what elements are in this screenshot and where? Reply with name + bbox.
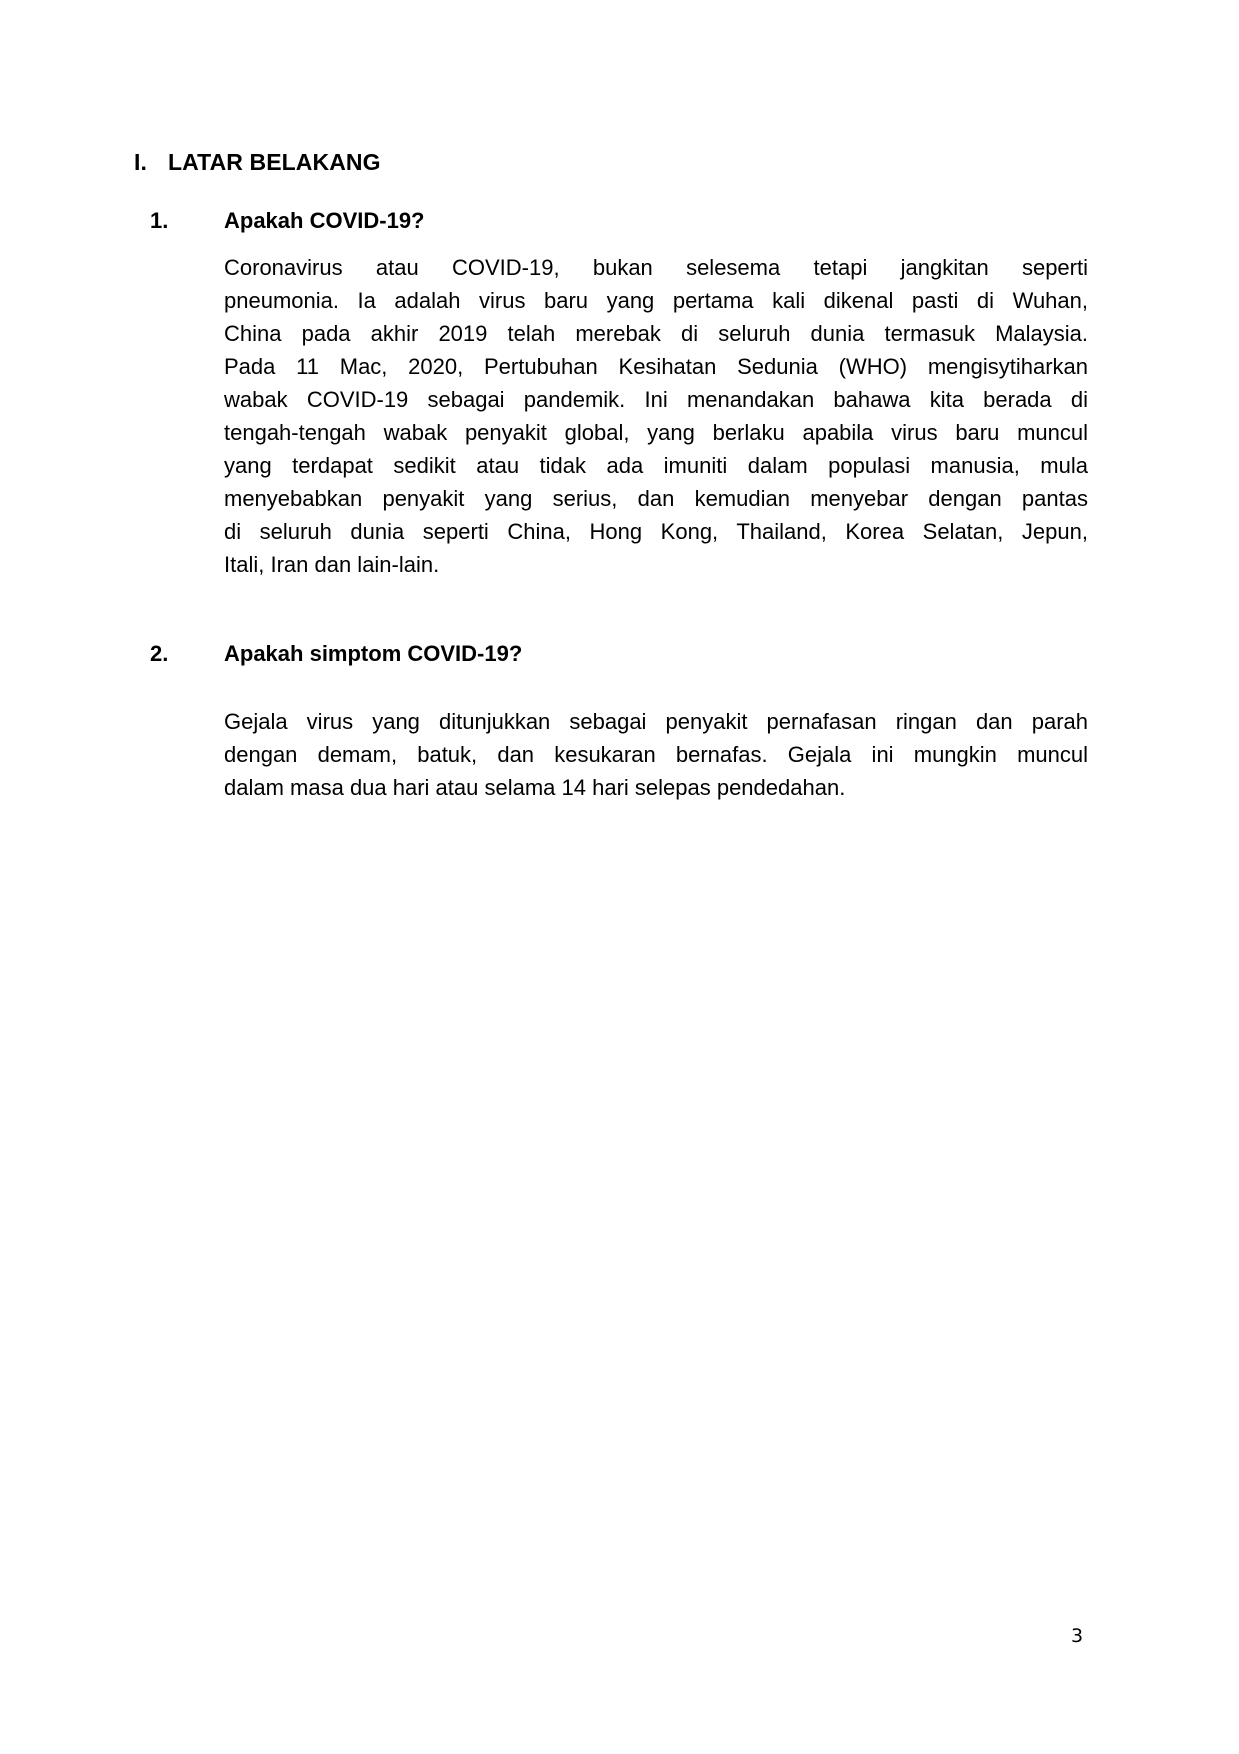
item-2-paragraph	[224, 705, 1088, 804]
item-1-heading: Apakah COVID-19?	[224, 208, 425, 233]
item-2-number: 2.	[150, 641, 169, 666]
paragraph-line: tengah-tengah wabak penyakit global, yang berlaku apabila virus baru muncul	[224, 420, 1088, 445]
paragraph-line: China pada akhir 2019 telah merebak di seluruh dunia termasuk Malaysia.	[224, 321, 1088, 346]
paragraph-line: di seluruh dunia seperti China, Hong Kong, Thailand, Korea Selatan, Jepun,	[224, 519, 1088, 544]
section-title: LATAR BELAKANG	[168, 149, 381, 175]
paragraph-line: yang terdapat sedikit atau tidak ada imuniti dalam populasi manusia, mula	[224, 453, 1088, 478]
page-number: 3	[1071, 1625, 1084, 1647]
paragraph-line: pneumonia. Ia adalah virus baru yang pertama kali dikenal pasti di Wuhan,	[224, 288, 1088, 313]
paragraph-line: Coronavirus atau COVID-19, bukan selesema tetapi jangkitan seperti	[224, 255, 1088, 280]
paragraph-line: dalam masa dua hari atau selama 14 hari selepas pendedahan.	[224, 775, 846, 800]
paragraph-line: wabak COVID-19 sebagai pandemik. Ini menandakan bahawa kita berada di	[224, 387, 1088, 412]
section-heading	[134, 149, 381, 176]
paragraph-line: dengan demam, batuk, dan kesukaran bernafas. Gejala ini mungkin muncul	[224, 742, 1088, 767]
paragraph-line: Itali, Iran dan lain-lain.	[224, 552, 440, 577]
item-1-number: 1.	[150, 208, 169, 233]
item-2-heading: Apakah simptom COVID-19?	[224, 641, 523, 666]
item-1-paragraph	[224, 251, 1088, 581]
paragraph-line: menyebabkan penyakit yang serius, dan kemudian menyebar dengan pantas	[224, 486, 1088, 511]
paragraph-line: Pada 11 Mac, 2020, Pertubuhan Kesihatan Sedunia (WHO) mengisytiharkan	[224, 354, 1088, 379]
paragraph-line: Gejala virus yang ditunjukkan sebagai penyakit pernafasan ringan dan parah	[224, 709, 1088, 734]
section-number: I.	[134, 149, 147, 175]
